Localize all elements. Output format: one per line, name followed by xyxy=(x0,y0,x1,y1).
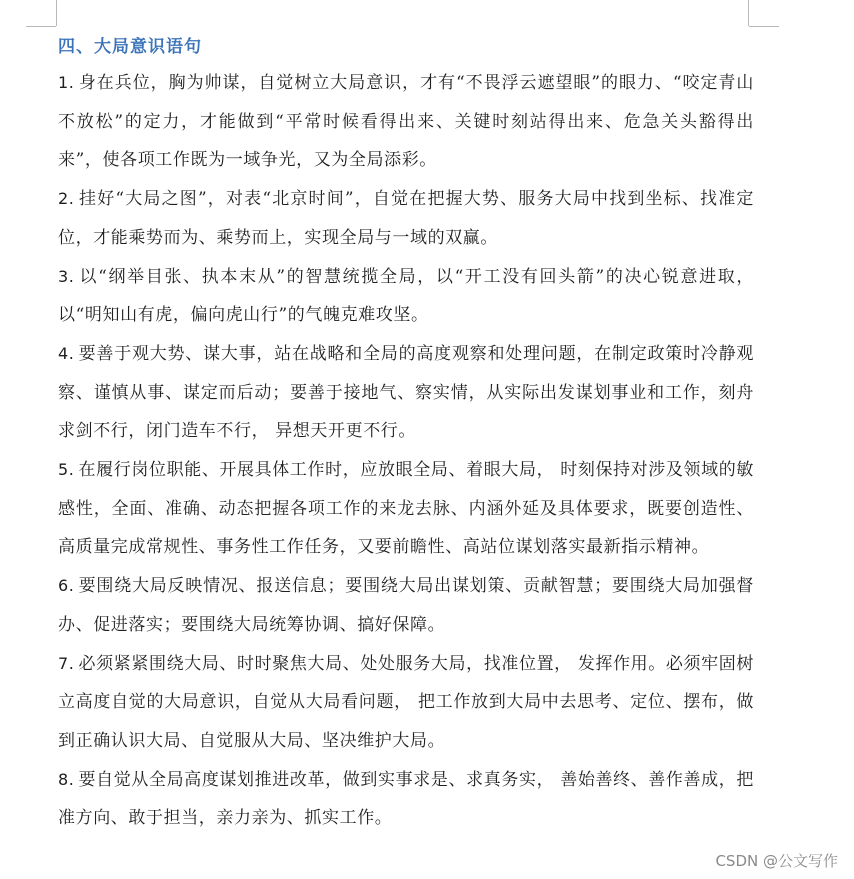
paragraph-text: 在履行岗位职能、开展具体工作时，应放眼全局、着眼大局， 时刻保持对涉及领域的敏感性，全面、准确、动态把握各项工作的来龙去脉、内涵外延及具体要求，既要创造性、高质量完成常规性、事务性工作任务，又要前瞻性、高站位谋划落实最新指示精神。 xyxy=(58,460,754,558)
paragraph-number: 4. xyxy=(58,343,75,363)
paragraph-number: 5. xyxy=(58,460,75,480)
paragraph-8 xyxy=(58,761,754,838)
paragraph-number: 1. xyxy=(58,73,75,92)
csdn-watermark: CSDN @公文写作 xyxy=(715,852,838,870)
paragraph-text: 必须紧紧围绕大局、时时聚焦大局、处处服务大局，找准位置， 发挥作用。必须牢固树立高度自觉的大局意识，自觉从大局看问题， 把工作放到大局中去思考、定位、摆布，做到正确认识大局、自觉服从大局、坚决维护大局。 xyxy=(58,653,754,751)
page-corner-mark-top-left xyxy=(56,0,57,26)
paragraph-1 xyxy=(58,64,754,180)
paragraph-number: 8. xyxy=(58,769,75,789)
page-corner-mark-top-left-horizontal xyxy=(26,26,56,27)
paragraph-7 xyxy=(58,645,754,761)
paragraph-text: 要自觉从全局高度谋划推进改革，做到实事求是、求真务实， 善始善终、善作善成，把准方向、敢于担当，亲力亲为、抓实工作。 xyxy=(58,769,754,829)
paragraph-3 xyxy=(58,258,754,335)
page-corner-mark-top-right xyxy=(748,0,749,26)
paragraph-5 xyxy=(58,451,754,567)
document-body xyxy=(58,30,754,838)
paragraph-number: 6. xyxy=(58,576,75,596)
paragraph-text: 挂好“大局之图”，对表“北京时间”，自觉在把握大势、服务大局中找到坐标、找准定位，才能乘势而为、乘势而上，实现全局与一域的双赢。 xyxy=(58,189,754,248)
paragraph-4 xyxy=(58,335,754,451)
page-corner-mark-top-right-horizontal xyxy=(749,26,779,27)
paragraph-number: 7. xyxy=(58,653,75,673)
paragraph-text: 以“纲举目张、执本末从”的智慧统揽全局，以“开工没有回头箭”的决心锐意进取，以“明知山有虎，偏向虎山行”的气魄克难攻坚。 xyxy=(58,266,754,326)
paragraph-text: 要围绕大局反映情况、报送信息；要围绕大局出谋划策、贡献智慧；要围绕大局加强督办、促进落实；要围绕大局统筹协调、搞好保障。 xyxy=(58,576,754,635)
paragraph-2 xyxy=(58,180,754,257)
paragraph-text: 身在兵位，胸为帅谋，自觉树立大局意识，才有“不畏浮云遮望眼”的眼力、“咬定青山不放松”的定力，才能做到“平常时候看得出来、关键时刻站得出来、危急关头豁得出来”，使各项工作既为一域争光，又为全局添彩。 xyxy=(58,73,754,171)
paragraph-number: 3. xyxy=(58,266,75,286)
paragraph-6 xyxy=(58,567,754,644)
paragraph-text: 要善于观大势、谋大事，站在战略和全局的高度观察和处理问题，在制定政策时冷静观察、谨慎从事、谋定而后动；要善于接地气、察实情，从实际出发谋划事业和工作，刻舟求剑不行，闭门造车不行， 异想天开更不行。 xyxy=(58,343,754,442)
paragraph-number: 2. xyxy=(58,189,75,209)
section-heading: 四、大局意识语句 xyxy=(58,37,202,57)
